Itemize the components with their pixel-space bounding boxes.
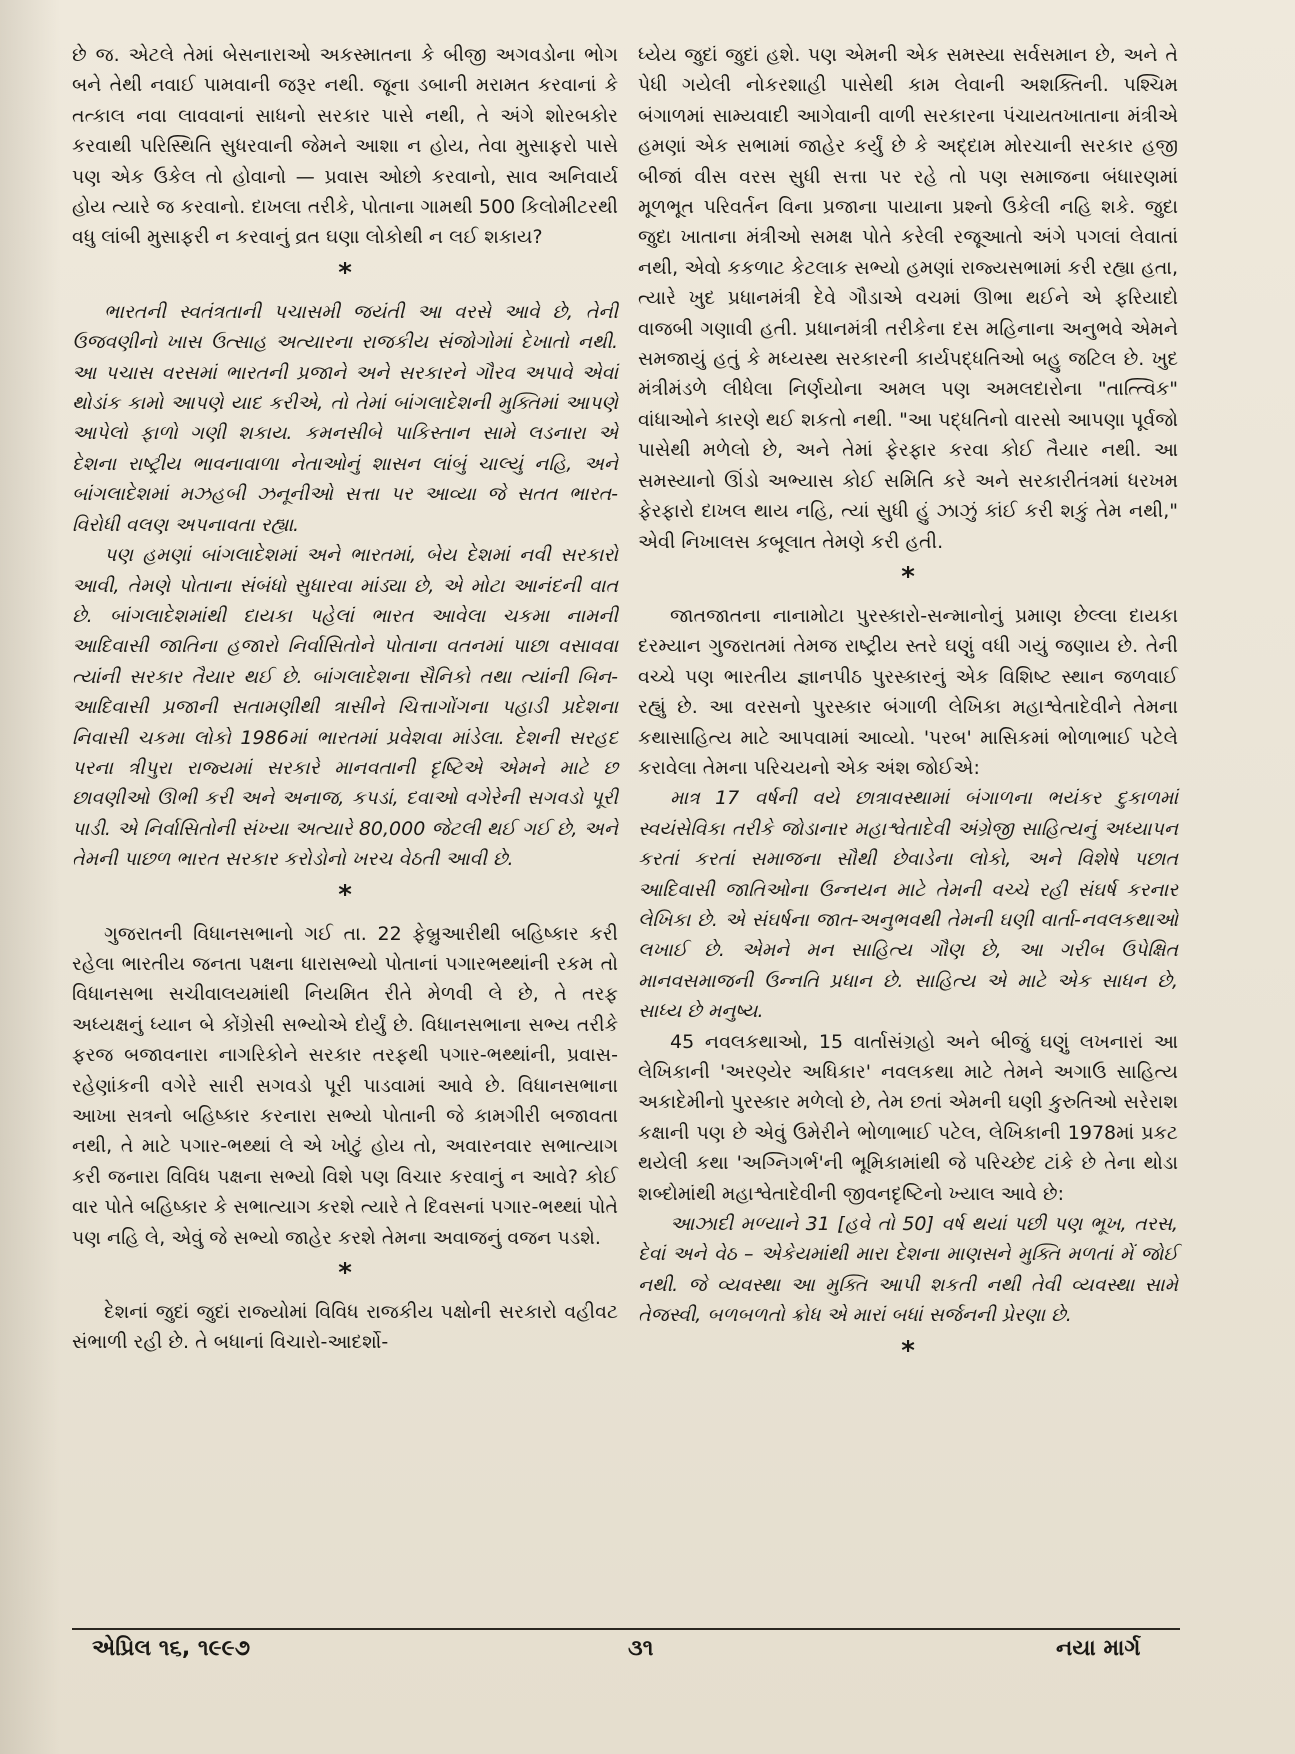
right-paragraph-3: 45 નવલકથાઓ, 15 વાર્તાસંગ્રહો અને બીજું ઘણું લખનારાં આ લેખિકાની 'અરણ્યેર અધિકાર' નવલકથા માટે તેમને અગાઉ સાહિત્ય અકાદેમીનો પુરસ્કાર મળેલો છે, તેમ છતાં એમની ઘણી કુરુતિઓ સરેરાશ કક્ષાની પણ છે એવું ઉમેરીને ભોળાભાઈ પટેલ, લેખિકાની 1978માં પ્રકટ થયેલી કથા 'અગ્નિગર્ભ'ની ભૂમિકામાંથી જે પરિચ્છેદ ટાંકે છે તેના થોડા શબ્દોમાંથી મહાશ્વેતાદેવીની જીવનદૃષ્ટિનો ખ્યાલ આવે છે: xyxy=(638,1030,1178,1205)
footer-publication-name: નયા માર્ગ xyxy=(1056,1636,1141,1661)
right-paragraph-1: ધ્યેય જુદાં જુદાં હશે. પણ એમની એક સમસ્યા સર્વસમાન છે, અને તે પેધી ગયેલી નોકરશાહી પાસેથી કામ લેવાની અશક્તિની. પશ્ચિમ બંગાળમાં સામ્યવાદી આગેવાની વાળી સરકારના પંચાયતખાતાના મંત્રીએ હમણાં એક સભામાં જાહેર કર્યું છે કે અદ્દામ મોરચાની સરકાર હજી બીજાં વીસ વરસ સુધી સત્તા પર રહે તો પણ સમાજના બંધારણમાં મૂળભૂત પરિવર્તન વિના પ્રજાના પાયાના પ્રશ્નો ઉકેલી નહિ શકે. જુદા જુદા ખાતાના મંત્રીઓ સમક્ષ પોતે કરેલી રજૂઆતો અંગે પગલાં લેવાતાં નથી, એવો કકળાટ કેટલાક સભ્યો હમણાં રાજ્યસભામાં કરી રહ્યા હતા, ત્યારે ખુદ પ્રધાનમંત્રી દેવે ગૌડાએ વચમાં ઊભા થઈને એ ફરિયાદો વાજબી ગણાવી હતી. પ્રધાનમંત્રી તરીકેના દસ મહિનાના અનુભવે એમને સમજાયું હતું કે મધ્યસ્થ સરકારની કાર્યપદ્ધતિઓ બહુ જટિલ છે. ખુદ મંત્રીમંડળે લીધેલા નિર્ણયોના અમલ પણ અમલદારોના "તાત્ત્વિક" વાંધાઓને કારણે થઈ શકતો નથી. "આ પદ્ધતિનો વારસો આપણા પૂર્વજો પાસેથી મળેલો છે, અને તેમાં ફેરફાર કરવા કોઈ તૈયાર નથી. આ સમસ્યાનો ઊંડો અભ્યાસ કોઈ સમિતિ કરે અને સરકારીતંત્રમાં ધરખમ ફેરફારો દાખલ થાય નહિ, ત્યાં સુધી હું ઝાઝું કાંઈ કરી શકું તેમ નથી," એવી નિખાલસ કબૂલાત તેમણે કરી હતી. xyxy=(638,44,1178,553)
section-separator-star: * xyxy=(338,257,352,288)
left-column xyxy=(72,40,618,1358)
section-separator-star: * xyxy=(338,879,352,910)
left-paragraph-3: પણ હમણાં બાંગલાદેશમાં અને ભારતમાં, બેય દેશમાં નવી સરકારો આવી, તેમણે પોતાના સંબંધો સુધારવા માંડ્યા છે, એ મોટા આનંદની વાત છે. બાંગલાદેશમાંથી દાયકા પહેલાં ભારત આવેલા ચકમા નામની આદિવાસી જાતિના હજારો નિર્વાસિતોને પોતાના વતનમાં પાછા વસાવવા ત્યાંની સરકાર તૈયાર થઈ છે. બાંગલાદેશના સૈનિકો તથા ત્યાંની બિન-આદિવાસી પ્રજાની સતામણીથી ત્રાસીને ચિત્તાગોંગના પહાડી પ્રદેશના નિવાસી ચકમા લોકો 1986માં ભારતમાં પ્રવેશવા માંડેલા. દેશની સરહદ પરના ત્રીપુરા રાજ્યમાં સરકારે માનવતાની દૃષ્ટિએ એમને માટે છ છાવણીઓ ઊભી કરી અને અનાજ, કપડાં, દવાઓ વગેરેની સગવડો પૂરી પાડી. એ નિર્વાસિતોની સંખ્યા અત્યારે 80,000 જેટલી થઈ ગઈ છે, અને તેમની પાછળ ભારત સરકાર કરોડોનો ખરચ વેઠતી આવી છે. xyxy=(72,544,618,871)
section-separator-star: * xyxy=(901,1335,915,1366)
right-paragraph-2: જાતજાતના નાનામોટા પુરસ્કારો-સન્માનોનું પ્રમાણ છેલ્લા દાયકા દરમ્યાન ગુજરાતમાં તેમજ રાષ્ટ્રીય સ્તરે ઘણું વધી ગયું જણાય છે. તેની વચ્ચે પણ ભારતીય જ્ઞાનપીઠ પુરસ્કારનું એક વિશિષ્ટ સ્થાન જળવાઈ રહ્યું છે. આ વરસનો પુરસ્કાર બંગાળી લેખિકા મહાશ્વેતાદેવીને તેમના કથાસાહિત્ય માટે આપવામાં આવ્યો. 'પરબ' માસિકમાં ભોળાભાઈ પટેલે કરાવેલા તેમના પરિચયનો એક અંશ જોઈએ: xyxy=(638,604,1178,779)
left-paragraph-2: ભારતની સ્વતંત્રતાની પચાસમી જયંતી આ વરસે આવે છે, તેની ઉજવણીનો ખાસ ઉત્સાહ અત્યારના રાજકીય સંજોગોમાં દેખાતો નથી. આ પચાસ વરસમાં ભારતની પ્રજાને અને સરકારને ગૌરવ અપાવે એવાં થોડાંક કામો આપણે યાદ કરીએ, તો તેમાં બાંગલાદેશની મુક્તિમાં આપણે આપેલો ફાળો ગણી શકાય. કમનસીબે પાકિસ્તાન સામે લડનારા એ દેશના રાષ્ટ્રીય ભાવનાવાળા નેતાઓનું શાસન લાંબું ચાલ્યું નહિ, અને બાંગલાદેશમાં મઝહબી ઝનૂનીઓ સત્તા પર આવ્યા જે સતત ભારત-વિરોધી વલણ અપનાવતા રહ્યા. xyxy=(72,300,618,536)
right-quote-paragraph-2: આઝાદી મળ્યાને 31 [હવે તો 50] વર્ષ થયાં પછી પણ ભૂખ, તરસ, દેવાં અને વેઠ – એકેયમાંથી મારા દેશના માણસને મુક્તિ મળતાં મેં જોઈ નથી. જે વ્યવસ્થા આ મુક્તિ આપી શકતી નથી તેવી વ્યવસ્થા સામે તેજસ્વી, બળબળતો ક્રોધ એ મારાં બધાં સર્જનની પ્રેરણા છે. xyxy=(638,1213,1178,1327)
footer-page-number: ૩૧ xyxy=(628,1636,654,1661)
footer-date: એપ્રિલ ૧૬, ૧૯૯૭ xyxy=(92,1636,250,1661)
section-separator-star: * xyxy=(901,561,915,592)
footer-rule xyxy=(72,1628,1180,1630)
page-edge-shadow xyxy=(0,0,60,1754)
left-paragraph-1: છે જ. એટલે તેમાં બેસનારાઓ અકસ્માતના કે બીજી અગવડોના ભોગ બને તેથી નવાઈ પામવાની જરૂર નથી. જૂના ડબાની મરામત કરવાનાં કે તત્કાલ નવા લાવવાનાં સાધનો સરકાર પાસે નથી, તે અંગે શોરબકોર કરવાથી પરિસ્થિતિ સુધરવાની જેમને આશા ન હોય, તેવા મુસાફરો પાસે પણ એક ઉકેલ તો હોવાનો — પ્રવાસ ઓછો કરવાનો, સાવ અનિવાર્ય હોય ત્યારે જ કરવાનો. દાખલા તરીકે, પોતાના ગામથી 500 કિલોમીટરથી વધુ લાંબી મુસાફરી ન કરવાનું વ્રત ઘણા લોકોથી ન લઈ શકાય? xyxy=(72,44,618,249)
left-paragraph-4: ગુજરાતની વિધાનસભાનો ગઈ તા. 22 ફેબ્રુઆરીથી બહિષ્કાર કરી રહેલા ભારતીય જનતા પક્ષના ધારાસભ્યો પોતાનાં પગારભથ્થાંની રકમ તો વિધાનસભા સચીવાલયમાંથી નિયમિત રીતે મેળવી લે છે, તે તરફ અધ્યક્ષનું ધ્યાન બે કોંગ્રેસી સભ્યોએ દોર્યું છે. વિધાનસભાના સભ્ય તરીકે ફરજ બજાવનારા નાગરિકોને સરકાર તરફથી પગાર-ભથ્થાંની, પ્રવાસ-રહેણાંકની વગેરે સારી સગવડો પૂરી પાડવામાં આવે છે. વિધાનસભાના આખા સત્રનો બહિષ્કાર કરનારા સભ્યો પોતાની જે કામગીરી બજાવતા નથી, તે માટે પગાર-ભથ્થાં લે એ ખોટું હોય તો, અવારનવાર સભાત્યાગ કરી જનારા વિવિધ પક્ષના સભ્યો વિશે પણ વિચાર કરવાનું ન આવે? કોઈ વાર પોતે બહિષ્કાર કે સભાત્યાગ કરશે ત્યારે તે દિવસનાં પગાર-ભથ્થાં પોતે પણ નહિ લે, એવું જે સભ્યો જાહેર કરશે તેમના અવાજનું વજન પડશે. xyxy=(72,922,618,1249)
left-paragraph-5: દેશનાં જુદાં જુદાં રાજ્યોમાં વિવિધ રાજકીય પક્ષોની સરકારો વહીવટ સંભાળી રહી છે. તે બધાનાં વિચારો-આદર્શો- xyxy=(72,1301,618,1354)
right-column xyxy=(638,40,1178,1375)
right-quote-paragraph-1: માત્ર 17 વર્ષની વયે છાત્રાવસ્થામાં બંગાળના ભયંકર દુકાળમાં સ્વયંસેવિકા તરીકે જોડાનાર મહાશ્વેતાદેવી અંગ્રેજી સાહિત્યનું અધ્યાપન કરતાં કરતાં સમાજના સૌથી છેવાડેના લોકો, અને વિશેષે પછાત આદિવાસી જાતિઓના ઉન્નયન માટે તેમની વચ્ચે રહી સંઘર્ષ કરનાર લેખિકા છે. એ સંઘર્ષના જાત-અનુભવથી તેમની ઘણી વાર્તા-નવલકથાઓ લખાઈ છે. એમને મન સાહિત્ય ગૌણ છે, આ ગરીબ ઉપેક્ષિત માનવસમાજની ઉન્નતિ પ્રધાન છે. સાહિત્ય એ માટે એક સાધન છે, સાધ્ય છે મનુષ્ય. xyxy=(638,787,1178,1023)
section-separator-star: * xyxy=(338,1258,352,1289)
